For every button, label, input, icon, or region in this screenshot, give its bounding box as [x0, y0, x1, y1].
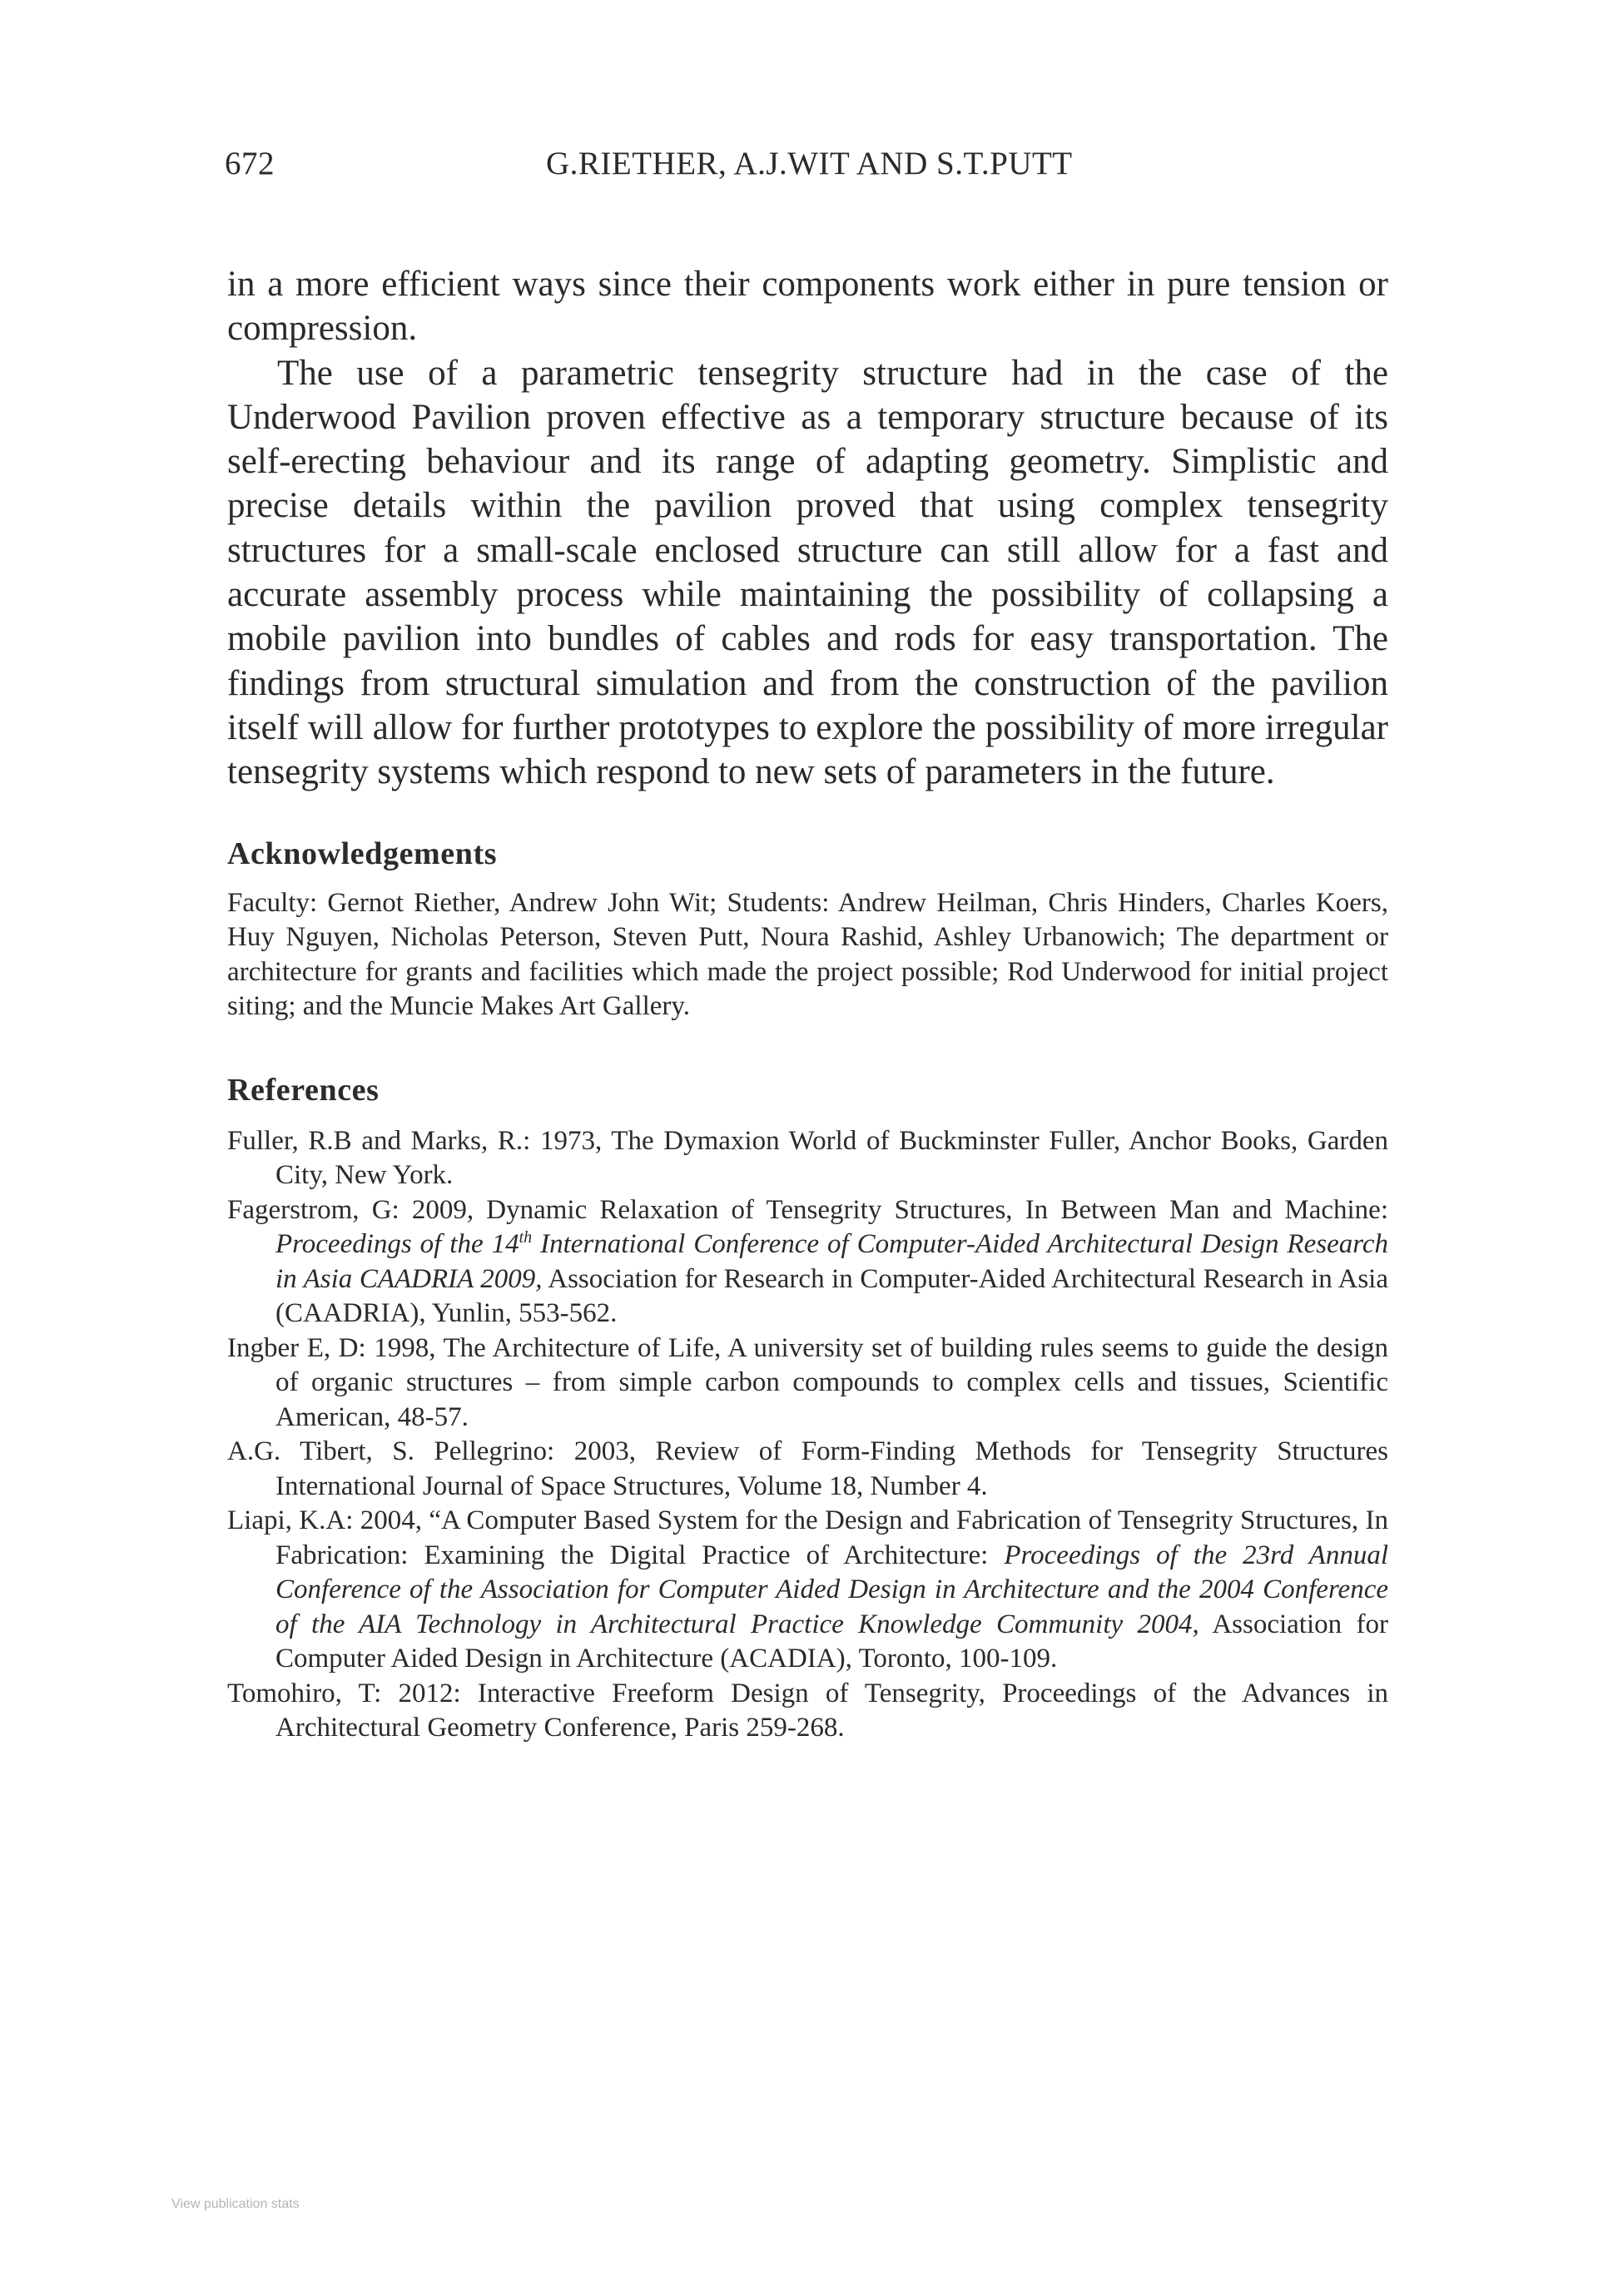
references-heading: References — [227, 1072, 380, 1108]
reference-italic-title: International Conference of Computer-Aided Architectural Design Research in Asia CAADRIA 2009, — [275, 1229, 1388, 1294]
reference-item-liapi — [227, 1504, 1388, 1677]
acknowledgements-text: Faculty: Gernot Riether, Andrew John Wit; Students: Andrew Heilman, Chris Hinders, Charles Koers, Huy Nguyen, Nicholas Peterson, Steven Putt, Noura Rashid, Ashley Urbanowich; The department or architecture for grants and facilities which made the project possible; Rod Underwood for initial project siting; and the Muncie Makes Art Gallery. — [227, 887, 1388, 1022]
reference-italic-title: Proceedings of the 23rd Annual Conference of the Association for Computer Aided Design in Architecture and the 2004 Conference of the AIA Technology in Architectural Practice Knowledge Community 2004 — [275, 1540, 1389, 1639]
reference-text: Fuller, R.B and Marks, R.: 1973, The Dymaxion World of Buckminster Fuller, Anchor Books, Garden City, New York. — [227, 1125, 1388, 1191]
reference-text: , Association for Computer Aided Design in Architecture (ACADIA), Toronto, 100-109. — [275, 1609, 1388, 1674]
reference-text: Association for Research in Computer-Aided Architectural Research in Asia (CAADRIA), Yunlin, 553-562. — [275, 1263, 1388, 1329]
reference-item-tomohiro — [227, 1677, 1388, 1746]
reference-text: A.G. Tibert, S. Pellegrino: 2003, Review of Form-Finding Methods for Tensegrity Structures International Journal of Space Structures, Volume 18, Number 4. — [227, 1436, 1388, 1501]
view-publication-stats-link[interactable]: View publication stats — [171, 2197, 300, 2211]
reference-text: Tomohiro, T: 2012: Interactive Freeform Design of Tensegrity, Proceedings of the Advances in Architectural Geometry Conference, Paris 259-268. — [227, 1678, 1388, 1743]
reference-italic-title: Proceedings of the 14 — [275, 1229, 519, 1260]
acknowledgements-heading: Acknowledgements — [227, 836, 498, 871]
page-number: 672 — [225, 146, 275, 181]
reference-item-ingber — [227, 1331, 1388, 1436]
reference-text: Liapi, K.A: 2004, “A Computer Based System for the Design and Fabrication of Tensegrity Structures, In Fabrication: Examining the Digital Practice of Architecture: — [227, 1505, 1388, 1570]
reference-item-tibert — [227, 1435, 1388, 1504]
reference-text: Ingber E, D: 1998, The Architecture of Life, A university set of building rules seems to guide the design of organic structures – from simple carbon compounds to complex cells and tissues, Scientific American, 48-57. — [227, 1332, 1388, 1432]
reference-item-fuller — [227, 1124, 1388, 1193]
running-header — [225, 143, 1390, 185]
reference-superscript: th — [519, 1228, 533, 1247]
references-list — [227, 1124, 1388, 1746]
header-authors: G.RIETHER, A.J.WIT AND S.T.PUTT — [546, 146, 1073, 181]
body-paragraph-continued: in a more efficient ways since their components work either in pure tension or compression. — [227, 265, 1388, 349]
main-content — [227, 262, 1388, 1746]
body-paragraph-conclusion: The use of a parametric tensegrity structure had in the case of the Underwood Pavilion proven effective as a temporary structure because of its self-erecting behaviour and its range of adapting geometry. Simplistic and precise details within the pavilion proved that using complex tensegrity structures for a small-scale enclosed structure can still allow for a fast and accurate assembly process while maintaining the possibility of collapsing a mobile pavilion into bundles of cables and rods for easy transportation. The findings from structural simulation and from the construction of the pavilion itself will allow for further prototypes to explore the possibility of more irregular tensegrity systems which respond to new sets of parameters in the future. — [227, 353, 1388, 792]
reference-item-fagerstrom — [227, 1193, 1388, 1331]
reference-text: Fagerstrom, G: 2009, Dynamic Relaxation of Tensegrity Structures, In Between Man and Machine: — [227, 1194, 1388, 1225]
